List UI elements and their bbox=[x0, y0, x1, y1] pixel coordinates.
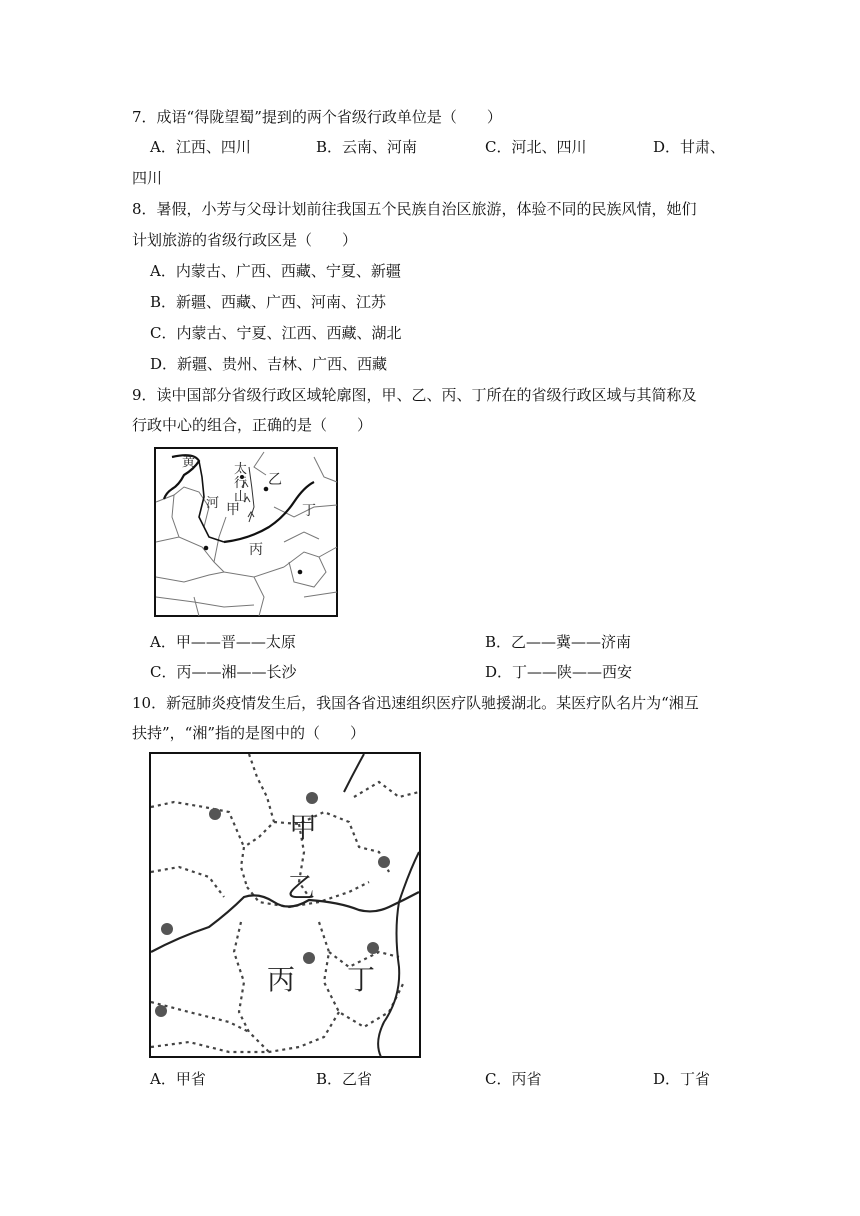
q10-option-b: B．乙省 bbox=[316, 1070, 373, 1088]
q9-label-tai: 太 bbox=[234, 462, 248, 477]
q9-stem-line1: 9．读中国部分省级行政区域轮廓图，甲、乙、丙、丁所在的省级行政区域与其简称及 bbox=[132, 386, 697, 404]
q8-option-c: C．内蒙古、宁夏、江西、西藏、湖北 bbox=[150, 324, 402, 342]
q9-label-shan: 山 bbox=[234, 490, 248, 505]
q9-stem-line2: 行政中心的组合，正确的是（ ） bbox=[132, 416, 373, 434]
q8-stem-line2: 计划旅游的省级行政区是（ ） bbox=[132, 231, 358, 249]
q9-option-c: C．丙——湘——长沙 bbox=[150, 663, 297, 681]
q10-province-map bbox=[149, 752, 421, 1058]
q7-option-d: D．甘肃、 bbox=[653, 138, 726, 156]
q8-stem-line1: 8．暑假，小芳与父母计划前往我国五个民族自治区旅游，体验不同的民族风情，她们 bbox=[132, 200, 697, 218]
q10-option-a: A．甲省 bbox=[150, 1070, 206, 1088]
q9-option-d: D．丁——陕——西安 bbox=[485, 663, 633, 681]
q9-label-yi: 乙 bbox=[268, 472, 282, 488]
q9-label-he: 河 bbox=[206, 496, 220, 511]
q10-stem-line2: 扶持”，“湘”指的是图中的（ ） bbox=[132, 724, 366, 742]
q9-label-huang: 黄 bbox=[182, 455, 196, 470]
q10-label-jia: 甲 bbox=[289, 811, 318, 844]
q7-stem: 7．成语“得陇望蜀”提到的两个省级行政单位是（ ） bbox=[132, 108, 502, 126]
q7-option-c: C．河北、四川 bbox=[485, 138, 587, 156]
q10-option-c: C．丙省 bbox=[485, 1070, 542, 1088]
q10-option-d: D．丁省 bbox=[653, 1070, 711, 1088]
q10-label-bing: 丙 bbox=[267, 963, 296, 996]
q10-label-yi: 乙 bbox=[287, 871, 316, 904]
q7-option-b: B．云南、河南 bbox=[316, 138, 418, 156]
q8-option-a: A．内蒙古、广西、西藏、宁夏、新疆 bbox=[150, 262, 401, 280]
q9-label-jia: 甲 bbox=[226, 502, 240, 518]
q9-label-bing: 丙 bbox=[249, 542, 263, 558]
q9-label-hang: 行 bbox=[234, 476, 248, 491]
q9-option-a: A．甲——晋——太原 bbox=[150, 633, 296, 651]
q7-option-a: A．江西、四川 bbox=[150, 138, 251, 156]
q8-option-b: B．新疆、西藏、广西、河南、江苏 bbox=[150, 293, 387, 311]
q9-province-map bbox=[154, 447, 338, 617]
q8-option-d: D．新疆、贵州、吉林、广西、西藏 bbox=[150, 355, 388, 373]
q9-label-ding: 丁 bbox=[302, 503, 316, 519]
q10-stem-line1: 10．新冠肺炎疫情发生后，我国各省迅速组织医疗队驰援湖北。某医疗队名片为“湘互 bbox=[132, 694, 699, 712]
q10-label-ding: 丁 bbox=[347, 963, 376, 996]
q7-option-d-wrap: 四川 bbox=[132, 169, 163, 187]
q9-option-b: B．乙——冀——济南 bbox=[485, 633, 632, 651]
